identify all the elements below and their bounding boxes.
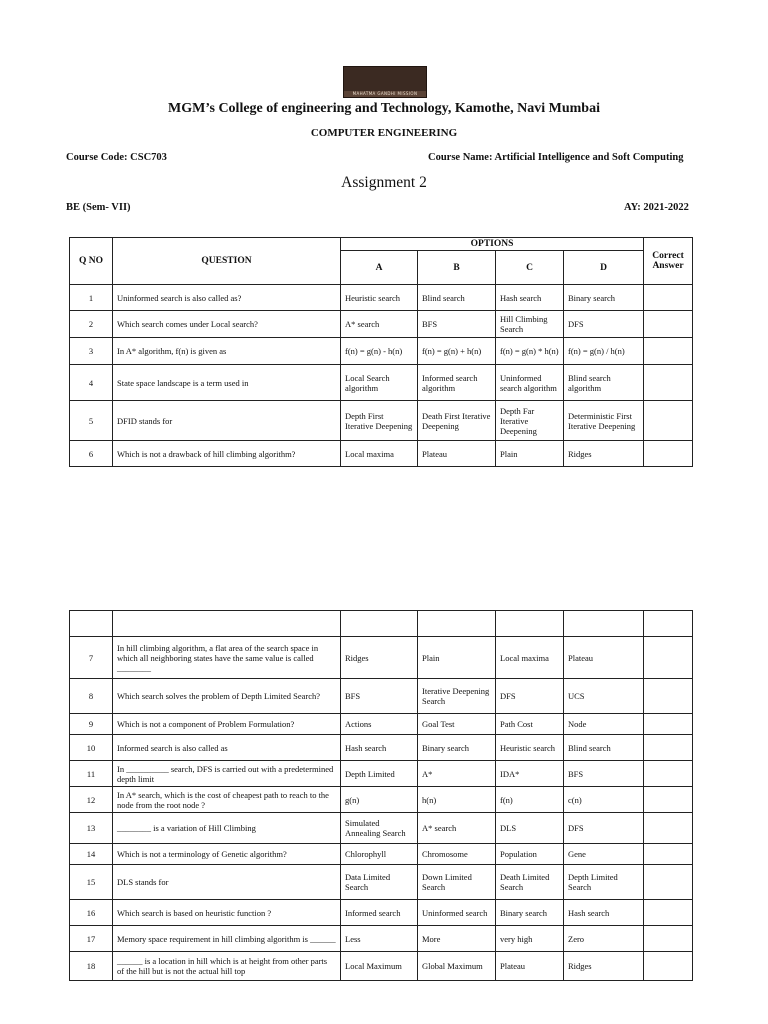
option-b: Binary search — [418, 735, 496, 761]
option-c: DLS — [496, 813, 564, 844]
option-b: h(n) — [418, 787, 496, 813]
question-number: 13 — [70, 813, 113, 844]
correct-answer-cell — [644, 787, 693, 813]
question-number: 6 — [70, 441, 113, 467]
option-c: Binary search — [496, 900, 564, 926]
question-text: Which is not a component of Problem Formulation? — [113, 714, 341, 735]
question-text: ________ is a variation of Hill Climbing — [113, 813, 341, 844]
question-number: 3 — [70, 338, 113, 365]
question-number: 7 — [70, 637, 113, 679]
option-b: Plateau — [418, 441, 496, 467]
question-text — [113, 611, 341, 637]
question-number: 10 — [70, 735, 113, 761]
correct-answer-cell — [644, 679, 693, 714]
option-b: A* — [418, 761, 496, 787]
table-row — [70, 401, 693, 441]
academic-year: AY: 2021-2022 — [624, 202, 689, 213]
option-d: f(n) = g(n) / h(n) — [564, 338, 644, 365]
correct-answer-cell — [644, 735, 693, 761]
header-correct-answer: Correct Answer — [644, 238, 693, 285]
option-c: Death Limited Search — [496, 865, 564, 900]
option-a: Less — [341, 926, 418, 952]
table-row — [70, 761, 693, 787]
option-b — [418, 611, 496, 637]
table-row — [70, 813, 693, 844]
option-a: Simulated Annealing Search — [341, 813, 418, 844]
table-row — [70, 365, 693, 401]
option-b: Iterative Deepening Search — [418, 679, 496, 714]
option-b: Chromosome — [418, 844, 496, 865]
question-number: 2 — [70, 311, 113, 338]
question-text: In A* algorithm, f(n) is given as — [113, 338, 341, 365]
table-row — [70, 338, 693, 365]
correct-answer-cell — [644, 813, 693, 844]
option-d: BFS — [564, 761, 644, 787]
option-b: Informed search algorithm — [418, 365, 496, 401]
question-text: In __________ search, DFS is carried out with a predetermined depth limit — [113, 761, 341, 787]
question-text: Which is not a drawback of hill climbing algorithm? — [113, 441, 341, 467]
option-a: Local Search algorithm — [341, 365, 418, 401]
semester-label: BE (Sem- VII) — [66, 202, 131, 213]
correct-answer-cell — [644, 401, 693, 441]
questions-table-1 — [69, 237, 693, 467]
option-b: Goal Test — [418, 714, 496, 735]
question-number: 17 — [70, 926, 113, 952]
question-text: Which is not a terminology of Genetic algorithm? — [113, 844, 341, 865]
question-number: 11 — [70, 761, 113, 787]
option-c: Plateau — [496, 952, 564, 981]
option-d: Binary search — [564, 285, 644, 311]
course-code: Course Code: CSC703 — [66, 152, 167, 163]
option-b: A* search — [418, 813, 496, 844]
option-a: BFS — [341, 679, 418, 714]
questions-body-1 — [70, 285, 693, 467]
question-text: State space landscape is a term used in — [113, 365, 341, 401]
table-row — [70, 611, 693, 637]
option-d: Blind search — [564, 735, 644, 761]
question-number: 9 — [70, 714, 113, 735]
question-number: 8 — [70, 679, 113, 714]
option-d: Hash search — [564, 900, 644, 926]
question-text: Which search comes under Local search? — [113, 311, 341, 338]
question-number: 5 — [70, 401, 113, 441]
option-c: DFS — [496, 679, 564, 714]
option-d: Gene — [564, 844, 644, 865]
table-row — [70, 311, 693, 338]
option-c: Uninformed search algorithm — [496, 365, 564, 401]
correct-answer-cell — [644, 714, 693, 735]
table-row — [70, 637, 693, 679]
option-a: Actions — [341, 714, 418, 735]
correct-answer-cell — [644, 761, 693, 787]
option-d: c(n) — [564, 787, 644, 813]
option-a: f(n) = g(n) - h(n) — [341, 338, 418, 365]
option-a — [341, 611, 418, 637]
option-d: Plateau — [564, 637, 644, 679]
question-number: 1 — [70, 285, 113, 311]
option-d — [564, 611, 644, 637]
option-b: BFS — [418, 311, 496, 338]
question-text: DFID stands for — [113, 401, 341, 441]
option-d: DFS — [564, 813, 644, 844]
table-row — [70, 735, 693, 761]
course-name: Course Name: Artificial Intelligence and Soft Computing — [428, 152, 684, 163]
question-text: Uninformed search is also called as? — [113, 285, 341, 311]
correct-answer-cell — [644, 952, 693, 981]
option-c: Depth Far Iterative Deepening — [496, 401, 564, 441]
option-a: Heuristic search — [341, 285, 418, 311]
option-a: Data Limited Search — [341, 865, 418, 900]
option-d: Zero — [564, 926, 644, 952]
table-row — [70, 865, 693, 900]
header-option-b: B — [418, 251, 496, 285]
option-a: Local Maximum — [341, 952, 418, 981]
table-row — [70, 787, 693, 813]
question-number: 16 — [70, 900, 113, 926]
questions-body-2 — [70, 611, 693, 981]
option-d: Ridges — [564, 441, 644, 467]
question-text: ______ is a location in hill which is at height from other parts of the hill but is not the actual hill top — [113, 952, 341, 981]
question-text: Which search solves the problem of Depth Limited Search? — [113, 679, 341, 714]
option-c: f(n) = g(n) * h(n) — [496, 338, 564, 365]
option-c: very high — [496, 926, 564, 952]
correct-answer-cell — [644, 441, 693, 467]
option-a: Hash search — [341, 735, 418, 761]
correct-answer-cell — [644, 365, 693, 401]
header-option-a: A — [341, 251, 418, 285]
question-number — [70, 611, 113, 637]
option-b: Global Maximum — [418, 952, 496, 981]
option-c: Hash search — [496, 285, 564, 311]
header-question: QUESTION — [113, 238, 341, 285]
option-a: g(n) — [341, 787, 418, 813]
question-number: 14 — [70, 844, 113, 865]
option-b: Plain — [418, 637, 496, 679]
correct-answer-cell — [644, 338, 693, 365]
correct-answer-cell — [644, 844, 693, 865]
option-c: f(n) — [496, 787, 564, 813]
option-d: Ridges — [564, 952, 644, 981]
option-c — [496, 611, 564, 637]
correct-answer-cell — [644, 926, 693, 952]
option-a: Depth First Iterative Deepening — [341, 401, 418, 441]
option-b: Uninformed search — [418, 900, 496, 926]
option-b: Blind search — [418, 285, 496, 311]
table-row — [70, 714, 693, 735]
table-row — [70, 679, 693, 714]
option-c: Local maxima — [496, 637, 564, 679]
option-c: Heuristic search — [496, 735, 564, 761]
option-c: Hill Climbing Search — [496, 311, 564, 338]
table-row — [70, 900, 693, 926]
question-text: In A* search, which is the cost of cheapest path to reach to the node from the root node ? — [113, 787, 341, 813]
option-a: Chlorophyll — [341, 844, 418, 865]
option-c: Plain — [496, 441, 564, 467]
logo-caption: MAHATMA GANDHI MISSION — [352, 91, 418, 96]
option-b: f(n) = g(n) + h(n) — [418, 338, 496, 365]
college-name: MGM’s College of engineering and Technology, Kamothe, Navi Mumbai — [168, 101, 600, 116]
college-logo — [343, 66, 427, 98]
questions-table-2 — [69, 610, 693, 981]
header-option-d: D — [564, 251, 644, 285]
table-row — [70, 926, 693, 952]
assignment-title: Assignment 2 — [341, 174, 427, 191]
option-d: Depth Limited Search — [564, 865, 644, 900]
correct-answer-cell — [644, 311, 693, 338]
option-c: Population — [496, 844, 564, 865]
header-options: OPTIONS — [341, 238, 644, 251]
option-d: DFS — [564, 311, 644, 338]
question-text: Informed search is also called as — [113, 735, 341, 761]
option-d: Node — [564, 714, 644, 735]
option-a: Local maxima — [341, 441, 418, 467]
option-b: Death First Iterative Deepening — [418, 401, 496, 441]
option-b: More — [418, 926, 496, 952]
option-a: Informed search — [341, 900, 418, 926]
correct-answer-cell — [644, 611, 693, 637]
table-row — [70, 844, 693, 865]
table-row — [70, 441, 693, 467]
option-d: Deterministic First Iterative Deepening — [564, 401, 644, 441]
option-a: Depth Limited — [341, 761, 418, 787]
option-b: Down Limited Search — [418, 865, 496, 900]
option-a: A* search — [341, 311, 418, 338]
question-text: In hill climbing algorithm, a flat area of the search space in which all neighboring states have the same value is called ________ — [113, 637, 341, 679]
correct-answer-cell — [644, 637, 693, 679]
question-number: 12 — [70, 787, 113, 813]
question-number: 4 — [70, 365, 113, 401]
question-number: 18 — [70, 952, 113, 981]
option-a: Ridges — [341, 637, 418, 679]
option-d: Blind search algorithm — [564, 365, 644, 401]
table-row — [70, 952, 693, 981]
question-number: 15 — [70, 865, 113, 900]
option-c: IDA* — [496, 761, 564, 787]
correct-answer-cell — [644, 285, 693, 311]
header-option-c: C — [496, 251, 564, 285]
option-c: Path Cost — [496, 714, 564, 735]
question-text: Memory space requirement in hill climbing algorithm is ______ — [113, 926, 341, 952]
question-text: Which search is based on heuristic function ? — [113, 900, 341, 926]
option-d: UCS — [564, 679, 644, 714]
department-name: COMPUTER ENGINEERING — [310, 127, 458, 139]
header-qno: Q NO — [70, 238, 113, 285]
question-text: DLS stands for — [113, 865, 341, 900]
correct-answer-cell — [644, 865, 693, 900]
table-row — [70, 285, 693, 311]
correct-answer-cell — [644, 900, 693, 926]
